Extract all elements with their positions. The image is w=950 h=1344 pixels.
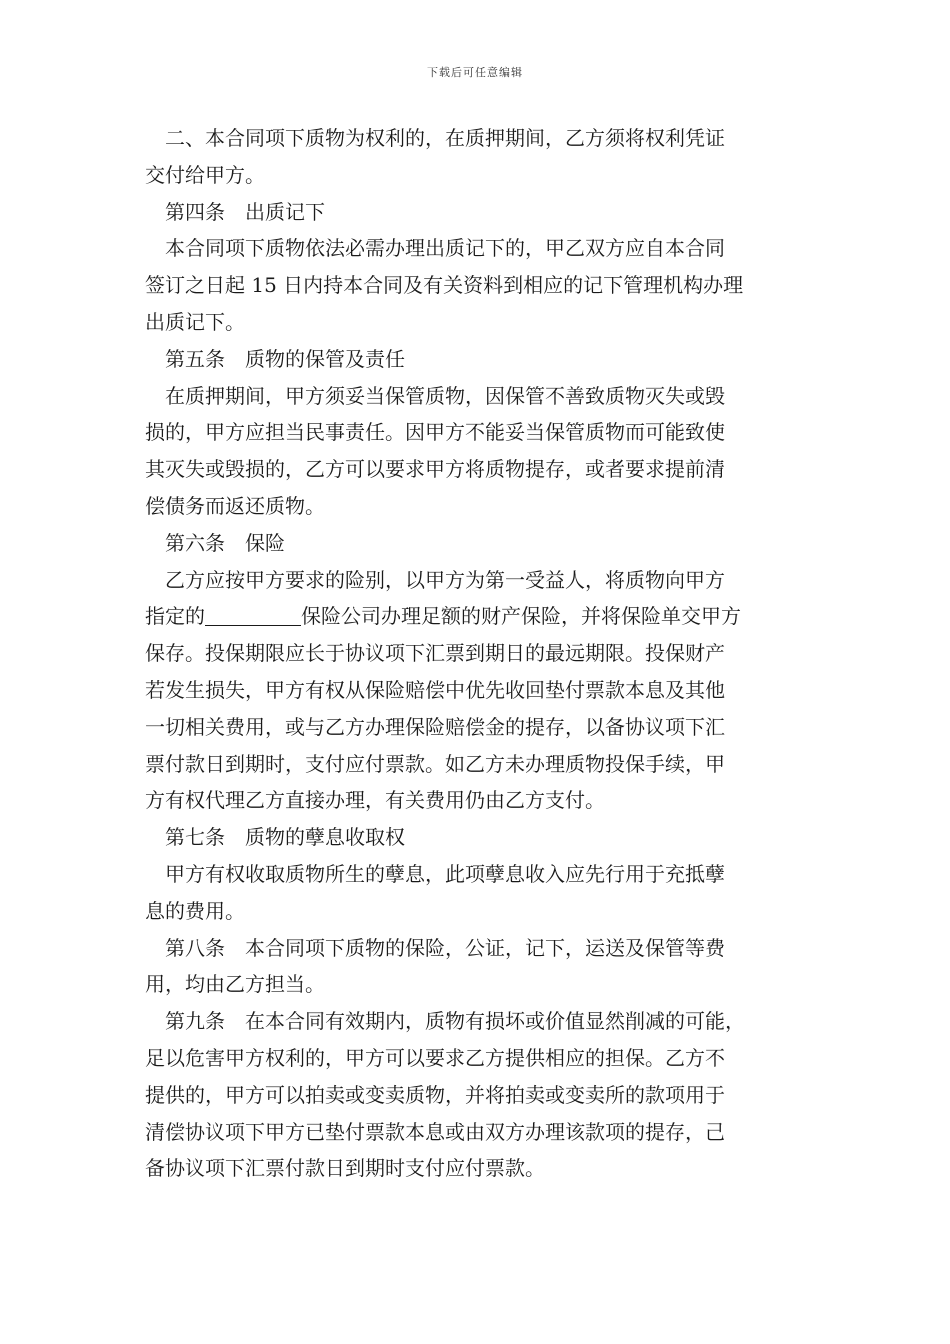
text-line: 甲方有权收取质物所生的孽息，此项孽息收入应先行用于充抵孽 xyxy=(145,861,725,886)
text-line: 用，均由乙方担当。 xyxy=(145,972,325,997)
text-line: 提供的，甲方可以拍卖或变卖质物，并将拍卖或变卖所的款项用于 xyxy=(145,1082,725,1107)
text-line: 第九条 在本合同有效期内，质物有损坏或价值显然削减的可能， xyxy=(145,1009,745,1034)
article-heading: 第五条 质物的保管及责任 xyxy=(145,346,405,371)
article-heading: 第六条 保险 xyxy=(145,530,285,555)
text-fragment: 保险公司办理足额的财产保险，并将保险单交甲方 xyxy=(301,604,741,629)
text-line: 备协议项下汇票付款日到期时支付应付票款。 xyxy=(145,1156,545,1181)
document-body xyxy=(145,120,810,1187)
text-line: 第八条 本合同项下质物的保险，公证，记下，运送及保管等费 xyxy=(145,935,725,960)
text-line: 若发生损失，甲方有权从保险赔偿中优先收回垫付票款本息及其他 xyxy=(145,677,725,702)
text-line: 本合同项下质物依法必需办理出质记下的，甲乙双方应自本合同 xyxy=(145,236,725,261)
text-fragment: 指定的 xyxy=(145,604,205,629)
text-line: 票付款日到期时，支付应付票款。如乙方未办理质物投保手续，甲 xyxy=(145,751,725,776)
article-heading: 第四条 出质记下 xyxy=(145,199,325,224)
text-line-with-blank xyxy=(145,598,810,635)
text-line: 足以危害甲方权利的，甲方可以要求乙方提供相应的担保。乙方不 xyxy=(145,1045,725,1070)
article-heading: 第七条 质物的孽息收取权 xyxy=(145,825,405,850)
text-line: 清偿协议项下甲方已垫付票款本息或由双方办理该款项的提存，己 xyxy=(145,1119,725,1144)
text-line: 保存。投保期限应长于协议项下汇票到期日的最远期限。投保财产 xyxy=(145,641,725,666)
page-header: 下载后可任意编辑 xyxy=(427,66,523,79)
text-line: 一切相关费用，或与乙方办理保险赔偿金的提存，以备协议项下汇 xyxy=(145,714,725,739)
text-line: 交付给甲方。 xyxy=(145,162,265,187)
text-line: 方有权代理乙方直接办理，有关费用仍由乙方支付。 xyxy=(145,788,605,813)
text-line: 出质记下。 xyxy=(145,309,245,334)
text-line: 在质押期间，甲方须妥当保管质物，因保管不善致质物灭失或毁 xyxy=(145,383,725,408)
text-line: 其灭失或毁损的，乙方可以要求甲方将质物提存，或者要求提前清 xyxy=(145,457,725,482)
text-line: 息的费用。 xyxy=(145,898,245,923)
text-line: 偿债务而返还质物。 xyxy=(145,493,325,518)
text-line: 损的，甲方应担当民事责任。因甲方不能妥当保管质物而可能致使 xyxy=(145,420,725,445)
text-line: 二、本合同项下质物为权利的，在质押期间，乙方须将权利凭证 xyxy=(145,126,725,150)
fill-in-blank[interactable] xyxy=(205,605,301,626)
text-line: 乙方应按甲方要求的险别，以甲方为第一受益人，将质物向甲方 xyxy=(145,567,725,592)
text-line: 签订之日起 15 日内持本合同及有关资料到相应的记下管理机构办理 xyxy=(145,273,744,298)
